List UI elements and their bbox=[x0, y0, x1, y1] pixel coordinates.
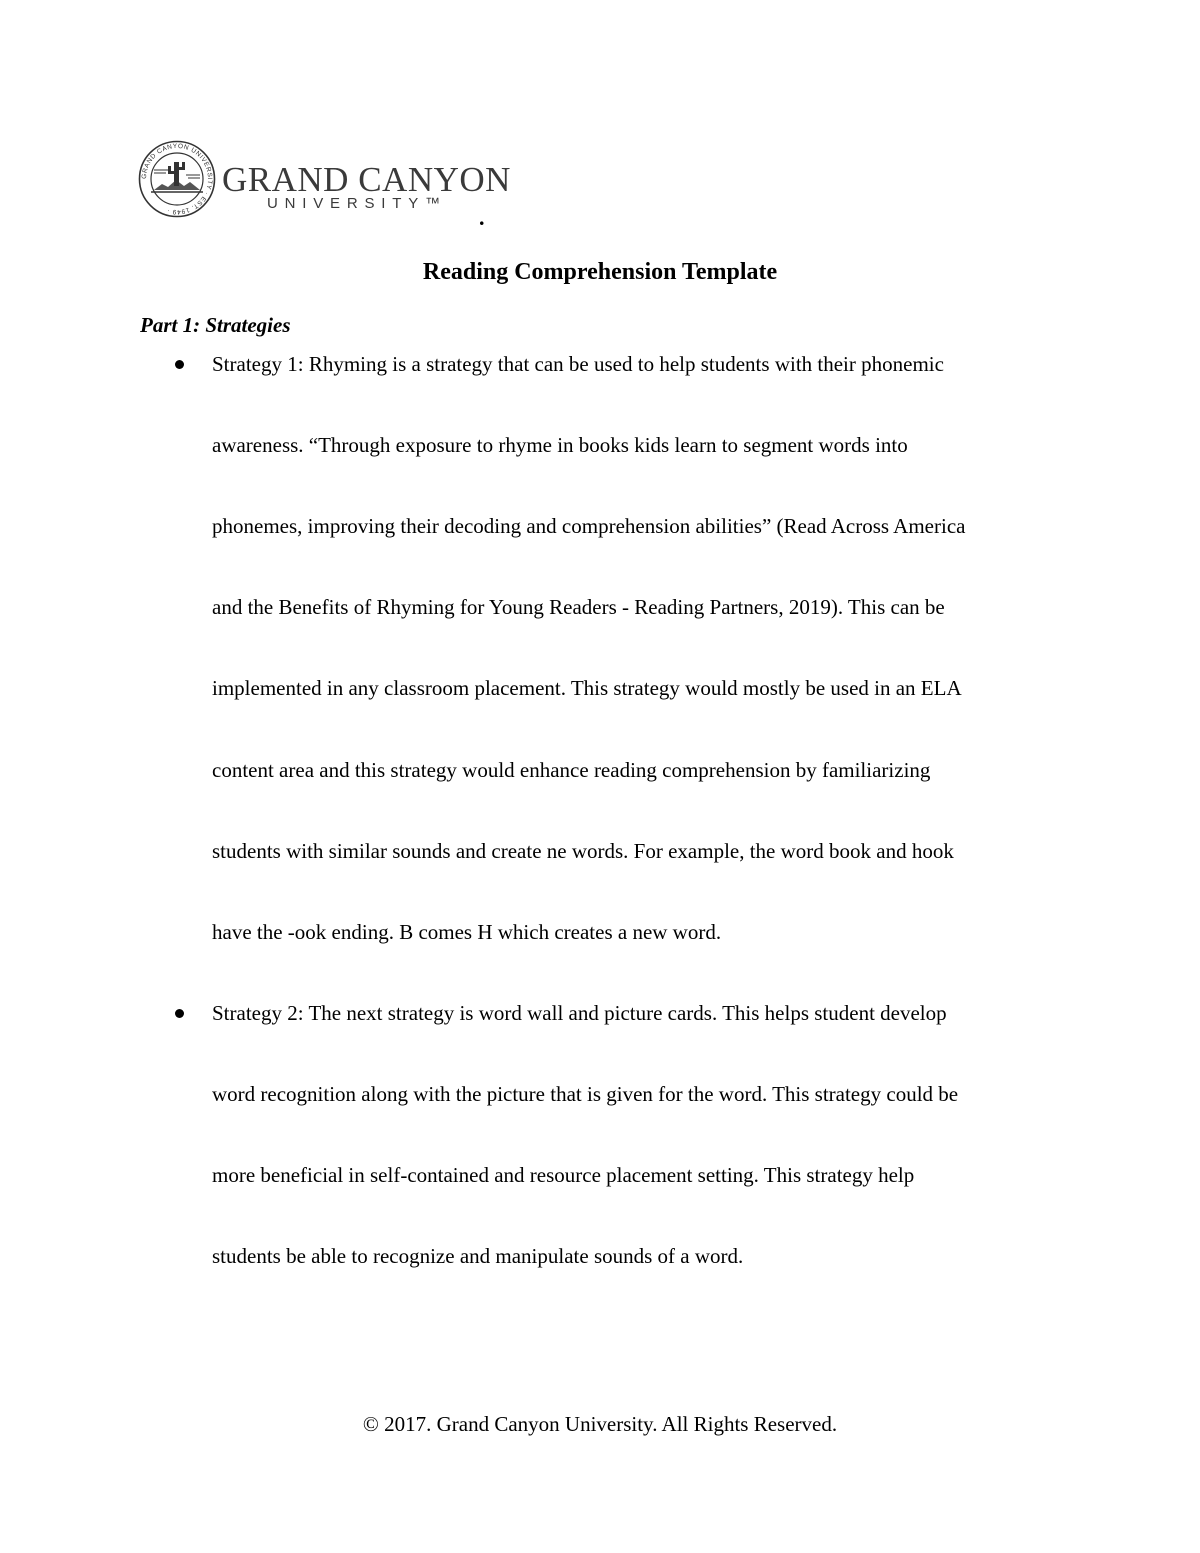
strategy-2-line: Strategy 2: The next strategy is word wall and picture cards. This helps student develop bbox=[212, 1001, 947, 1025]
strategy-2-line: students be able to recognize and manipulate sounds of a word. bbox=[212, 1244, 744, 1268]
bullet-icon bbox=[175, 360, 184, 369]
strategy-1-line: students with similar sounds and create ne words. For example, the word book and hook bbox=[212, 839, 954, 863]
strategy-2-line: word recognition along with the picture that is given for the word. This strategy could be bbox=[212, 1082, 959, 1106]
logo-trailing-mark: . bbox=[479, 205, 485, 230]
section-heading: Part 1: Strategies bbox=[140, 313, 291, 337]
university-logo bbox=[138, 140, 511, 220]
strategy-1-line: awareness. “Through exposure to rhyme in books kids learn to segment words into bbox=[212, 433, 908, 457]
strategy-1-line: phonemes, improving their decoding and comprehension abilities” (Read Across America bbox=[212, 514, 966, 538]
strategy-1-line: Strategy 1: Rhyming is a strategy that can be used to help students with their phonemic bbox=[212, 352, 944, 376]
strategy-1-line: and the Benefits of Rhyming for Young Readers - Reading Partners, 2019). This can be bbox=[212, 595, 945, 619]
strategy-2-line: more beneficial in self-contained and resource placement setting. This strategy help bbox=[212, 1163, 915, 1187]
logo-subtitle: UNIVERSITY™ bbox=[267, 195, 447, 212]
logo-wordmark: GRAND CANYON bbox=[222, 160, 511, 199]
strategy-1-line: have the -ook ending. B comes H which creates a new word. bbox=[212, 920, 722, 944]
strategy-1-line: implemented in any classroom placement. This strategy would mostly be used in an ELA bbox=[212, 676, 962, 700]
university-seal-icon bbox=[138, 140, 216, 218]
seal-text: GRAND CANYON UNIVERSITY · EST. 1949 · bbox=[140, 142, 214, 216]
page-title: Reading Comprehension Template bbox=[422, 259, 778, 285]
strategy-1-line: content area and this strategy would enhance reading comprehension by familiarizing bbox=[212, 758, 931, 782]
footer-copyright: © 2017. Grand Canyon University. All Rights Reserved. bbox=[362, 1412, 838, 1436]
bullet-icon bbox=[175, 1009, 184, 1018]
